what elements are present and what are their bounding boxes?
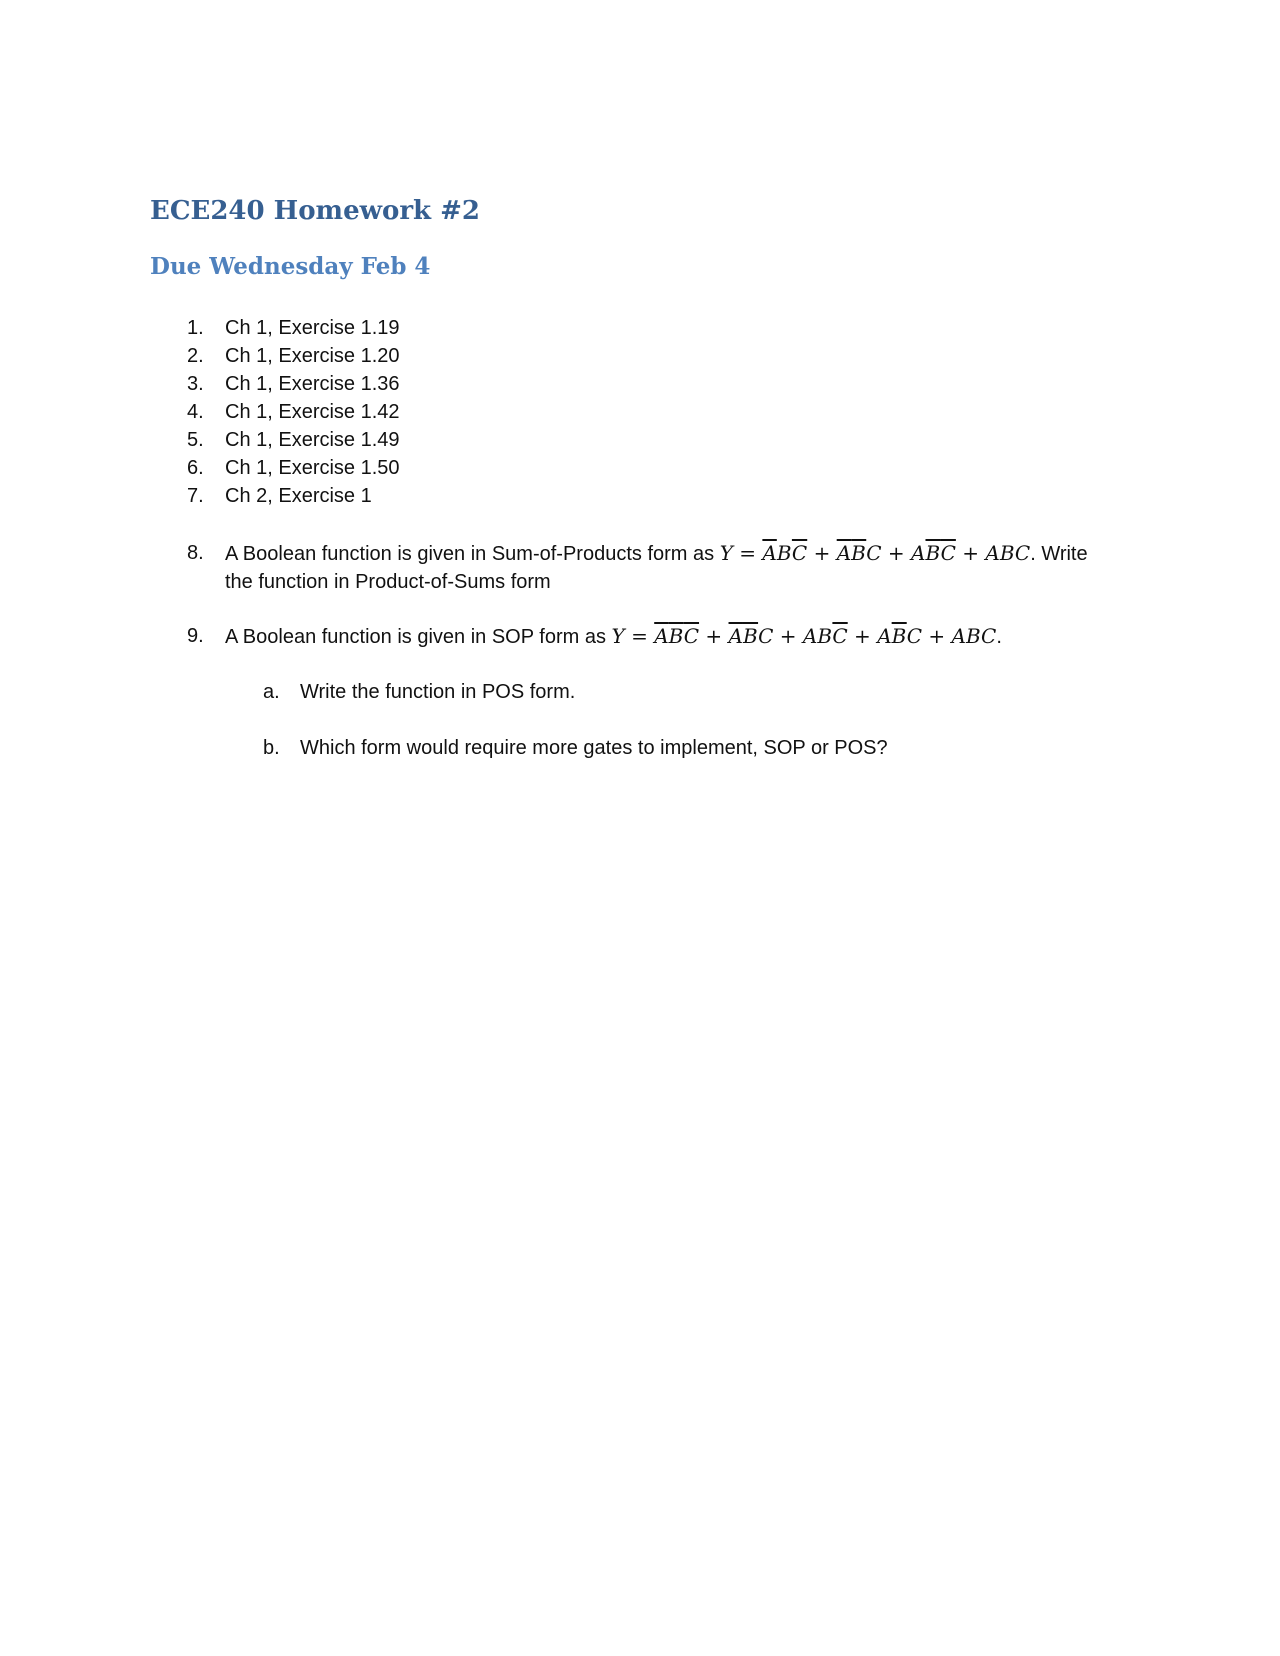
question-body (225, 622, 1150, 651)
item-number: 4. (187, 401, 204, 423)
item-text: Ch 1, Exercise 1.50 (225, 457, 400, 479)
list-item (150, 482, 1150, 510)
question-text: . (996, 626, 1002, 648)
item-text: Ch 1, Exercise 1.42 (225, 401, 400, 423)
subquestion-text: Write the function in POS form. (300, 681, 576, 703)
subquestion-text: Which form would require more gates to implement, SOP or POS? (300, 737, 888, 759)
item-number: 5. (187, 429, 204, 451)
item-number: 9. (187, 625, 204, 647)
question-line: the function in Product-of-Sums form (225, 571, 551, 593)
list-item (150, 454, 1150, 482)
item-number: 3. (187, 373, 204, 395)
item-text: Ch 1, Exercise 1.49 (225, 429, 400, 451)
subquestion-letter: a. (263, 681, 280, 703)
list-item (150, 426, 1150, 454)
question-body (225, 539, 1150, 596)
list-item (150, 342, 1150, 370)
item-number: 6. (187, 457, 204, 479)
sop-expression: $Y = \overline{A}B\overline{C} + \overline{A}\overline{B}C + A\overline{B}\overline{C}$ + ABC (719, 541, 1031, 565)
exercise-list (150, 314, 1150, 510)
page-title: ECE240 Homework #2 (150, 196, 480, 226)
item-text: Ch 1, Exercise 1.36 (225, 373, 400, 395)
question-text: A Boolean function is given in SOP form as (225, 626, 612, 648)
due-date: Due Wednesday Feb 4 (150, 253, 431, 280)
item-text: Ch 1, Exercise 1.19 (225, 317, 400, 339)
item-number: 8. (187, 542, 204, 564)
item-number: 2. (187, 345, 204, 367)
subquestion-letter: b. (263, 737, 280, 759)
item-text: Ch 2, Exercise 1 (225, 485, 372, 507)
question-line (225, 539, 1150, 568)
question-text: A Boolean function is given in Sum-of-Products form as (225, 543, 720, 565)
question-text: . Write (1030, 543, 1088, 565)
sop-expression: $Y = \overline{A}\overline{B}\overline{C} + \overline{A}\overline{B}C + AB\overline{C} + A\overline{B}C$ + ABC (611, 624, 997, 648)
item-number: 1. (187, 317, 204, 339)
list-item (150, 370, 1150, 398)
list-item (150, 398, 1150, 426)
item-number: 7. (187, 485, 204, 507)
list-item (150, 314, 1150, 342)
item-text: Ch 1, Exercise 1.20 (225, 345, 400, 367)
